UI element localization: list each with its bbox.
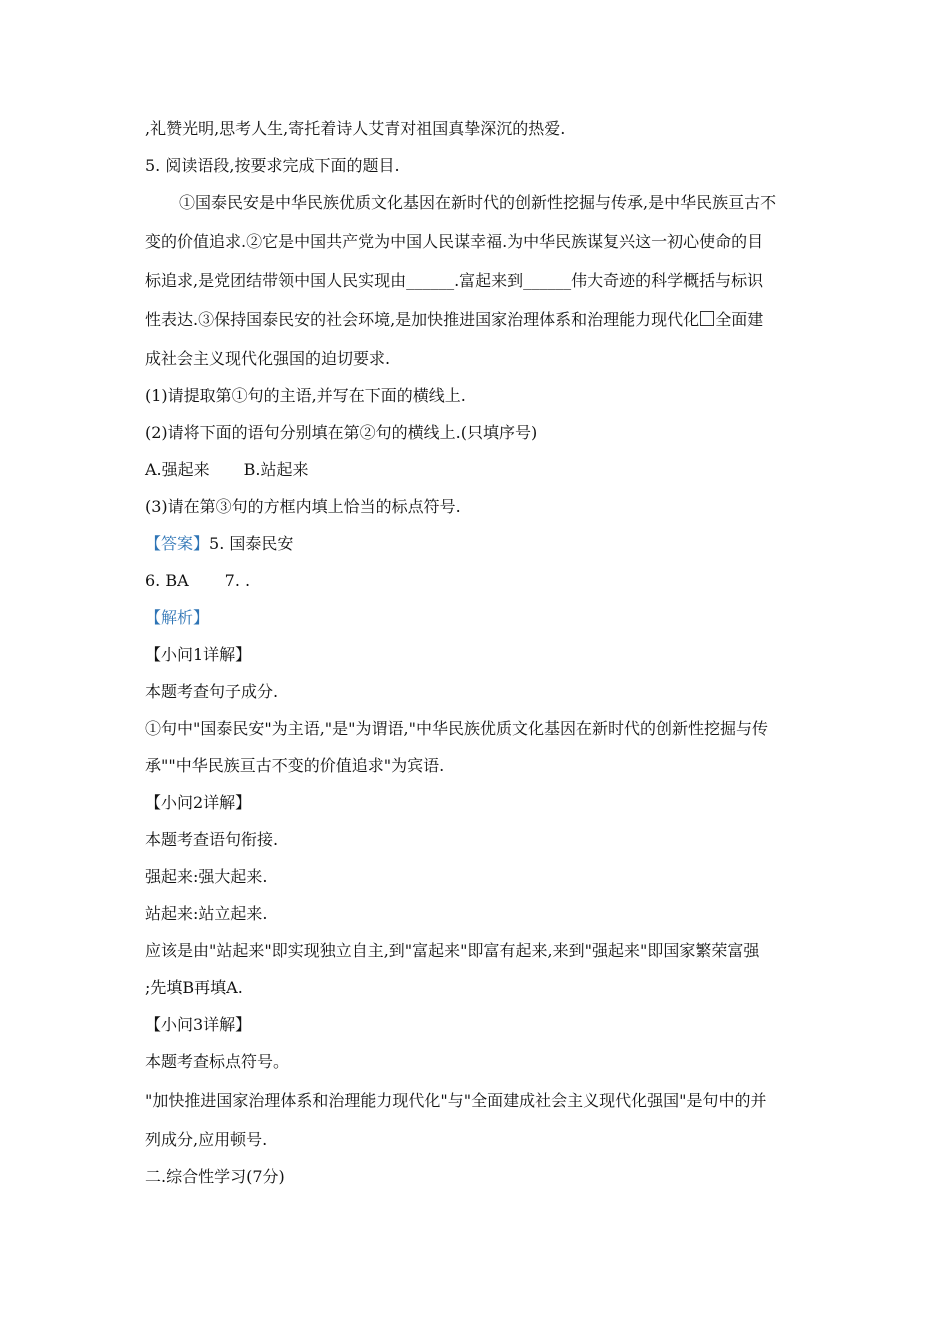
explanation-line: 应该是由"站起来"即实现独立自主,到"富起来"即富有起来,来到"强起来"即国家繁荣富强 — [145, 941, 760, 960]
explanation-line: 站起来:站立起来. — [145, 904, 268, 923]
passage-text: 性表达.③保持国泰民安的社会环境,是加快推进国家治理体系和治理能力现代化 — [145, 310, 700, 329]
sub-3-title: 【小问3详解】 — [145, 1015, 252, 1034]
explanation-line: ①句中"国泰民安"为主语,"是"为谓语,"中华民族优质文化基因在新时代的创新性挖掘与传 — [145, 719, 768, 738]
sub-question-3: (3)请在第③句的方框内填上恰当的标点符号. — [145, 497, 461, 516]
sub-1-title: 【小问1详解】 — [145, 645, 252, 664]
choice-b: B.站起来 — [243, 460, 309, 479]
choice-row — [145, 459, 810, 481]
answer-6: 6. BA — [145, 571, 189, 590]
answer-tag: 【答案】 — [145, 534, 210, 553]
blank-box — [700, 311, 714, 326]
explanation-line: 承""中华民族亘古不变的价值追求"为宾语. — [145, 756, 445, 775]
sub-2-title: 【小问2详解】 — [145, 793, 252, 812]
passage-line: ①国泰民安是中华民族优质文化基因在新时代的创新性挖掘与传承,是中华民族亘古不 — [179, 193, 777, 212]
explanation-line: 本题考查句子成分. — [145, 682, 279, 701]
explanation-line: 强起来:强大起来. — [145, 867, 268, 886]
sub-question-2: (2)请将下面的语句分别填在第②句的横线上.(只填序号) — [145, 423, 538, 442]
passage-line: 标追求,是党团结带领中国人民实现由______.富起来到______伟大奇迹的科学概括与标识 — [145, 271, 764, 290]
answer-row — [145, 570, 810, 592]
explanation-line: 本题考查标点符号。 — [145, 1052, 290, 1071]
passage-line: 成社会主义现代化强国的迫切要求. — [145, 349, 391, 368]
explanation-line: 列成分,应用顿号. — [145, 1130, 268, 1149]
passage-line: 变的价值追求.②它是中国共产党为中国人民谋幸福.为中华民族谋复兴这一初心使命的目 — [145, 232, 764, 251]
section-2-heading: 二.综合性学习(7分) — [145, 1167, 285, 1186]
explanation-line: "加快推进国家治理体系和治理能力现代化"与"全面建成社会主义现代化强国"是句中的并 — [145, 1091, 767, 1110]
passage-line — [145, 309, 810, 331]
answer-5: 5. 国泰民安 — [209, 534, 294, 553]
document-page — [145, 118, 810, 1188]
sub-question-1: (1)请提取第①句的主语,并写在下面的横线上. — [145, 386, 466, 405]
explanation-line: ;先填B再填A. — [145, 978, 243, 997]
analysis-tag: 【解析】 — [145, 608, 210, 627]
explanation-line: 本题考查语句衔接. — [145, 830, 279, 849]
choice-a: A.强起来 — [145, 460, 210, 479]
text-line: ,礼赞光明,思考人生,寄托着诗人艾青对祖国真挚深沉的热爱. — [145, 119, 566, 138]
answer-row — [145, 533, 810, 555]
passage-text: 全面建 — [715, 310, 764, 329]
answer-7: 7. . — [224, 571, 251, 590]
question-5-title: 5. 阅读语段,按要求完成下面的题目. — [145, 156, 400, 175]
